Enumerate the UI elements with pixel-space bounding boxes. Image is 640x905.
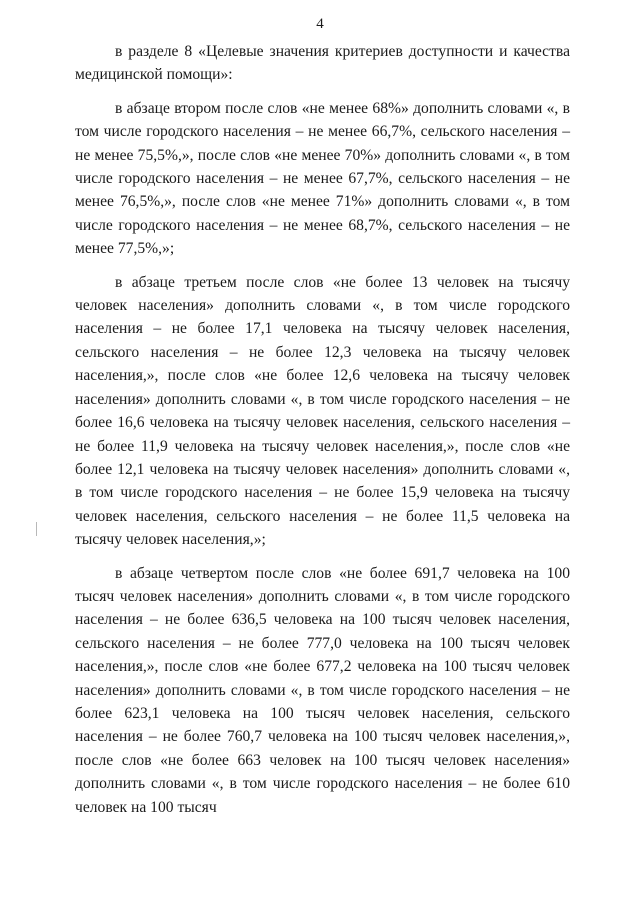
margin-mark	[36, 522, 37, 536]
paragraph-gap	[75, 261, 570, 271]
paragraph-gap	[75, 552, 570, 562]
document-body	[75, 40, 570, 819]
paragraph-second-abzac: в абзаце втором после слов «не менее 68%» дополнить словами «, в том числе городского населения – не менее 66,7%, сельского населения – не менее 75,5%,», после слов «не менее 70%» дополнить словами «, в том числе городского населения – не менее 67,7%, сельского населения – не менее 76,5%,», после слов «не менее 71%» дополнить словами «, в том числе городского населения – не менее 68,7%, сельского населения – не менее 77,5%,»;	[75, 99, 570, 258]
page-number: 4	[316, 16, 324, 32]
paragraph-third-abzac: в абзаце третьем после слов «не более 13 человек на тысячу человек населения» дополнить словами «, в том числе городского населения – не более 17,1 человека на тысячу человек населения, сельского населения – не более 12,3 человека на тысячу человек населения,», после слов «не более 12,6 человека на тысячу человек населения» дополнить словами «, в том числе городского населения – не более 16,6 человека на тысячу человек населения, сельского населения – не более 11,9 человека на тысячу человек населения,», после слов «не более 12,1 человека на тысячу человек населения» дополнить словами «, в том числе городского населения – не более 15,9 человека на тысячу человек населения, сельского населения – не более 11,5 человека на тысячу человек населения,»;	[75, 273, 570, 549]
paragraph-section-8-intro: в разделе 8 «Целевые значения критериев доступности и качества медицинской помощи»:	[75, 43, 570, 84]
paragraph-fourth-abzac: в абзаце четвертом после слов «не более 691,7 человека на 100 тысяч человек населения» дополнить словами «, в том числе городского населения – не более 636,5 человека на 100 тысяч человек населения, сельского населения – не более 777,0 человека на 100 тысяч человек населения,», после слов «не более 677,2 человека на 100 тысяч человек населения» дополнить словами «, в том числе городского населения – не более 623,1 человека на 100 тысяч человек населения, сельского населения – не более 760,7 человека на 100 тысяч человек населения,», после слов «не более 663 человек на 100 тысяч человек населения» дополнить словами «, в том числе городского населения – не более 610 человек на 100 тысяч	[75, 564, 570, 816]
paragraph-gap	[75, 87, 570, 97]
